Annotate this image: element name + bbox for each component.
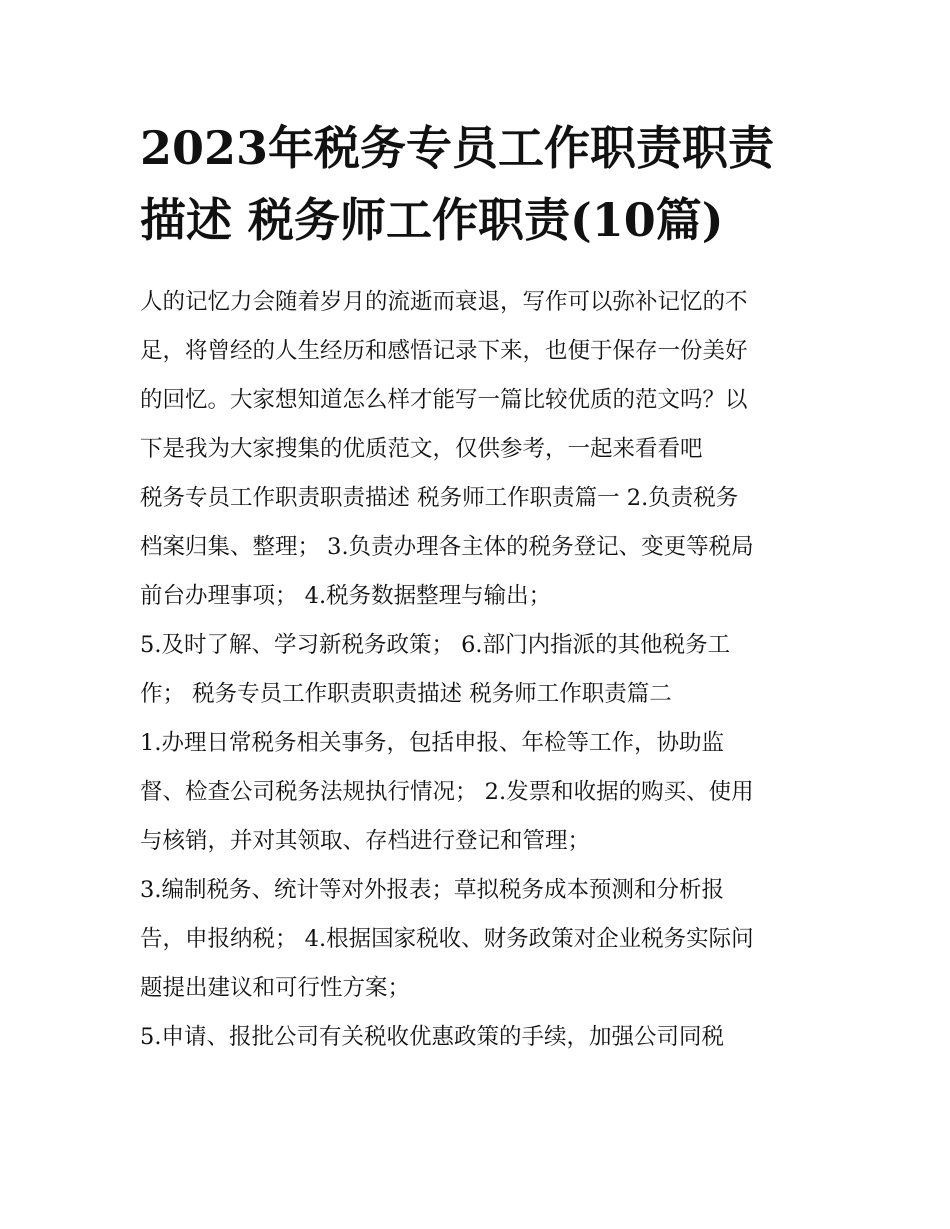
body-line-2: 足，将曾经的人生经历和感悟记录下来，也便于保存一份美好 <box>140 338 748 364</box>
title-line-2: 描述 税务师工作职责(10篇) <box>140 193 724 247</box>
body-line-8: 5.及时了解、学习新税务政策； 6.部门内指派的其他税务工 <box>140 632 731 658</box>
body-line-4: 下是我为大家搜集的优质范文，仅供参考，一起来看看吧 <box>140 436 703 462</box>
body-line-6: 档案归集、整理； 3.负责办理各主体的税务登记、变更等税局 <box>140 534 754 560</box>
body-line-11: 督、检查公司税务法规执行情况； 2.发票和收据的购买、使用 <box>140 779 754 805</box>
body-line-10: 1.办理日常税务相关事务，包括申报、年检等工作，协助监 <box>140 730 724 756</box>
body-line-3: 的回忆。大家想知道怎么样才能写一篇比较优质的范文吗？以 <box>140 387 748 413</box>
title-line-1: 2023年税务专员工作职责职责 <box>140 121 775 175</box>
document-body <box>140 278 830 1062</box>
body-line-9: 作； 税务专员工作职责职责描述 税务师工作职责篇二 <box>140 681 672 707</box>
body-line-1: 人的记忆力会随着岁月的流逝而衰退，写作可以弥补记忆的不 <box>140 289 748 315</box>
document-title <box>140 112 820 256</box>
body-line-13: 3.编制税务、统计等对外报表；草拟税务成本预测和分析报 <box>140 877 724 903</box>
body-line-14: 告，申报纳税； 4.根据国家税收、财务政策对企业税务实际问 <box>140 926 754 952</box>
body-line-5: 税务专员工作职责职责描述 税务师工作职责篇一 2.负责税务 <box>140 485 739 511</box>
body-line-7: 前台办理事项； 4.税务数据整理与输出； <box>140 583 552 609</box>
body-line-16: 5.申请、报批公司有关税收优惠政策的手续，加强公司同税 <box>140 1024 724 1050</box>
body-line-12: 与核销，并对其领取、存档进行登记和管理； <box>140 828 591 854</box>
body-line-15: 题提出建议和可行性方案； <box>140 975 411 1001</box>
